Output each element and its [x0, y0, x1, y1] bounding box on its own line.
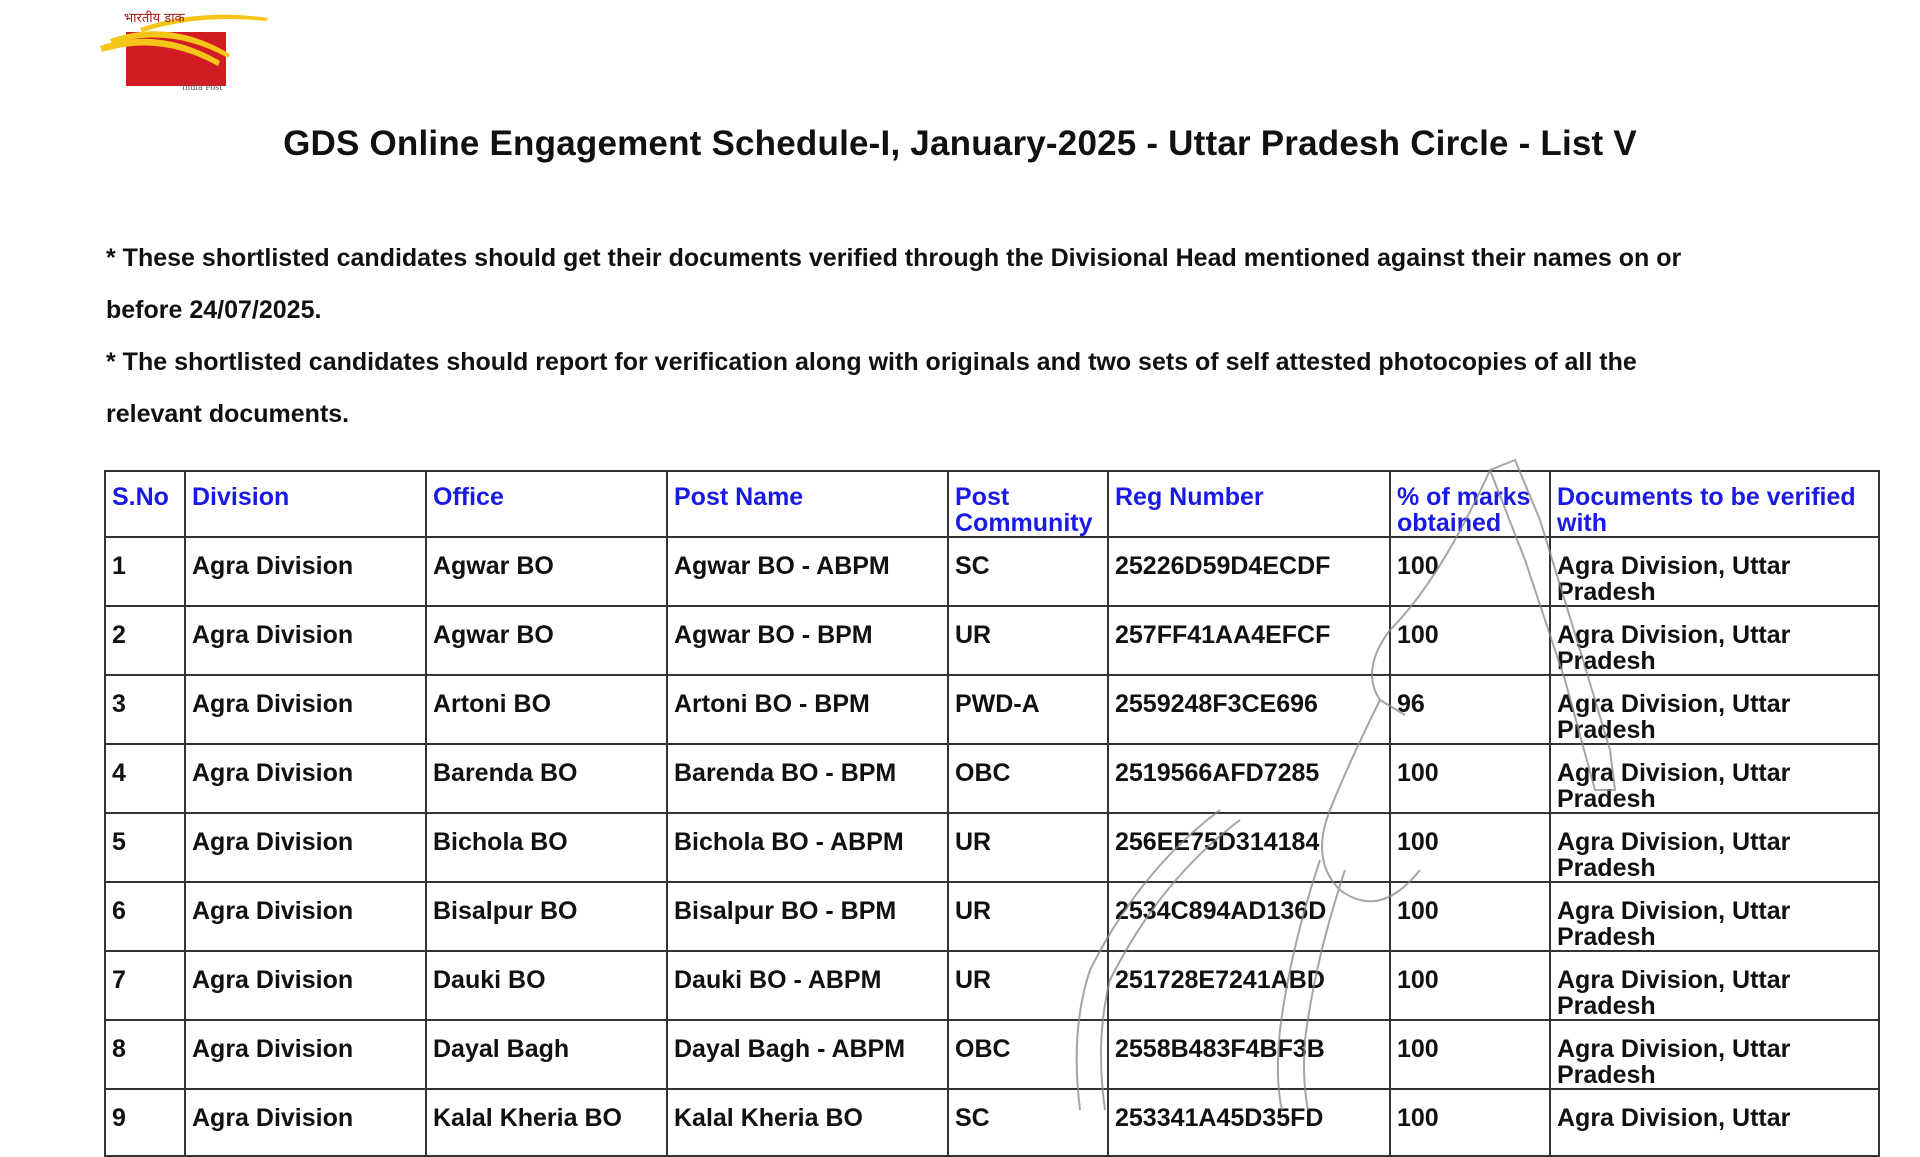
- cell-sno: 3: [105, 675, 185, 744]
- cell-community: UR: [948, 606, 1108, 675]
- note-line: relevant documents.: [106, 400, 350, 428]
- cell-sno: 1: [105, 537, 185, 606]
- table-row: [105, 951, 1879, 1020]
- cell-sno: 9: [105, 1089, 185, 1156]
- cell-post-name: Bisalpur BO - BPM: [667, 882, 948, 951]
- cell-sno: 2: [105, 606, 185, 675]
- cell-office: Kalal Kheria BO: [426, 1089, 667, 1156]
- cell-sno: 6: [105, 882, 185, 951]
- header-reg-number: Reg Number: [1108, 471, 1390, 537]
- cell-reg-number: 2534C894AD136D: [1108, 882, 1390, 951]
- cell-marks: 100: [1390, 1020, 1550, 1089]
- cell-office: Dauki BO: [426, 951, 667, 1020]
- cell-division: Agra Division: [185, 951, 426, 1020]
- india-post-logo: [100, 6, 270, 96]
- cell-sno: 5: [105, 813, 185, 882]
- table-header-row: [105, 471, 1879, 537]
- table-row: [105, 744, 1879, 813]
- cell-documents: Agra Division, Uttar Pradesh: [1550, 882, 1879, 951]
- cell-reg-number: 25226D59D4ECDF: [1108, 537, 1390, 606]
- cell-office: Barenda BO: [426, 744, 667, 813]
- cell-community: OBC: [948, 1020, 1108, 1089]
- cell-documents: Agra Division, Uttar: [1550, 1089, 1879, 1156]
- cell-post-name: Dauki BO - ABPM: [667, 951, 948, 1020]
- table-row: [105, 813, 1879, 882]
- cell-division: Agra Division: [185, 882, 426, 951]
- header-sno: S.No: [105, 471, 185, 537]
- cell-office: Dayal Bagh: [426, 1020, 667, 1089]
- cell-office: Bichola BO: [426, 813, 667, 882]
- cell-documents: Agra Division, Uttar Pradesh: [1550, 537, 1879, 606]
- note-line: before 24/07/2025.: [106, 296, 322, 324]
- cell-documents: Agra Division, Uttar Pradesh: [1550, 1020, 1879, 1089]
- cell-community: UR: [948, 882, 1108, 951]
- cell-reg-number: 2519566AFD7285: [1108, 744, 1390, 813]
- cell-community: PWD-A: [948, 675, 1108, 744]
- note-line: * The shortlisted candidates should report for verification along with originals and two sets of self attested photocopies of all the: [106, 348, 1637, 376]
- table-row: [105, 606, 1879, 675]
- cell-reg-number: 253341A45D35FD: [1108, 1089, 1390, 1156]
- cell-division: Agra Division: [185, 1089, 426, 1156]
- cell-sno: 7: [105, 951, 185, 1020]
- cell-sno: 4: [105, 744, 185, 813]
- instructions: [106, 232, 1806, 440]
- cell-post-name: Agwar BO - BPM: [667, 606, 948, 675]
- cell-office: Agwar BO: [426, 606, 667, 675]
- table-row: [105, 1089, 1879, 1156]
- cell-marks: 96: [1390, 675, 1550, 744]
- header-post-name: Post Name: [667, 471, 948, 537]
- table-row: [105, 1020, 1879, 1089]
- cell-community: OBC: [948, 744, 1108, 813]
- cell-division: Agra Division: [185, 1020, 426, 1089]
- cell-documents: Agra Division, Uttar Pradesh: [1550, 675, 1879, 744]
- header-post-community: Post Community: [948, 471, 1108, 537]
- cell-marks: 100: [1390, 744, 1550, 813]
- cell-marks: 100: [1390, 1089, 1550, 1156]
- cell-post-name: Kalal Kheria BO: [667, 1089, 948, 1156]
- cell-documents: Agra Division, Uttar Pradesh: [1550, 813, 1879, 882]
- cell-community: UR: [948, 813, 1108, 882]
- cell-marks: 100: [1390, 537, 1550, 606]
- logo-english-text: India Post: [182, 83, 223, 92]
- logo-hindi-text: भारतीय डाक: [124, 11, 185, 26]
- note-line: * These shortlisted candidates should get their documents verified through the Divisional Head mentioned against their names on or: [106, 244, 1682, 272]
- table-row: [105, 675, 1879, 744]
- cell-post-name: Barenda BO - BPM: [667, 744, 948, 813]
- cell-post-name: Bichola BO - ABPM: [667, 813, 948, 882]
- cell-division: Agra Division: [185, 606, 426, 675]
- cell-sno: 8: [105, 1020, 185, 1089]
- cell-marks: 100: [1390, 951, 1550, 1020]
- cell-office: Bisalpur BO: [426, 882, 667, 951]
- cell-post-name: Artoni BO - BPM: [667, 675, 948, 744]
- cell-community: UR: [948, 951, 1108, 1020]
- table-row: [105, 882, 1879, 951]
- cell-reg-number: 251728E7241ABD: [1108, 951, 1390, 1020]
- cell-division: Agra Division: [185, 537, 426, 606]
- cell-reg-number: 256EE75D314184: [1108, 813, 1390, 882]
- cell-reg-number: 2558B483F4BF3B: [1108, 1020, 1390, 1089]
- cell-documents: Agra Division, Uttar Pradesh: [1550, 951, 1879, 1020]
- cell-marks: 100: [1390, 606, 1550, 675]
- cell-community: SC: [948, 537, 1108, 606]
- cell-reg-number: 257FF41AA4EFCF: [1108, 606, 1390, 675]
- cell-division: Agra Division: [185, 675, 426, 744]
- cell-division: Agra Division: [185, 744, 426, 813]
- results-table-wrapper: [104, 470, 1880, 1157]
- cell-documents: Agra Division, Uttar Pradesh: [1550, 744, 1879, 813]
- cell-office: Artoni BO: [426, 675, 667, 744]
- cell-community: SC: [948, 1089, 1108, 1156]
- cell-marks: 100: [1390, 813, 1550, 882]
- cell-office: Agwar BO: [426, 537, 667, 606]
- cell-post-name: Agwar BO - ABPM: [667, 537, 948, 606]
- header-division: Division: [185, 471, 426, 537]
- page-title: GDS Online Engagement Schedule-I, January-2025 - Uttar Pradesh Circle - List V: [283, 124, 1637, 163]
- cell-post-name: Dayal Bagh - ABPM: [667, 1020, 948, 1089]
- results-table: [104, 470, 1880, 1157]
- cell-reg-number: 2559248F3CE696: [1108, 675, 1390, 744]
- header-marks: % of marks obtained: [1390, 471, 1550, 537]
- cell-division: Agra Division: [185, 813, 426, 882]
- cell-documents: Agra Division, Uttar Pradesh: [1550, 606, 1879, 675]
- cell-marks: 100: [1390, 882, 1550, 951]
- header-office: Office: [426, 471, 667, 537]
- table-row: [105, 537, 1879, 606]
- header-documents: Documents to be verified with: [1550, 471, 1879, 537]
